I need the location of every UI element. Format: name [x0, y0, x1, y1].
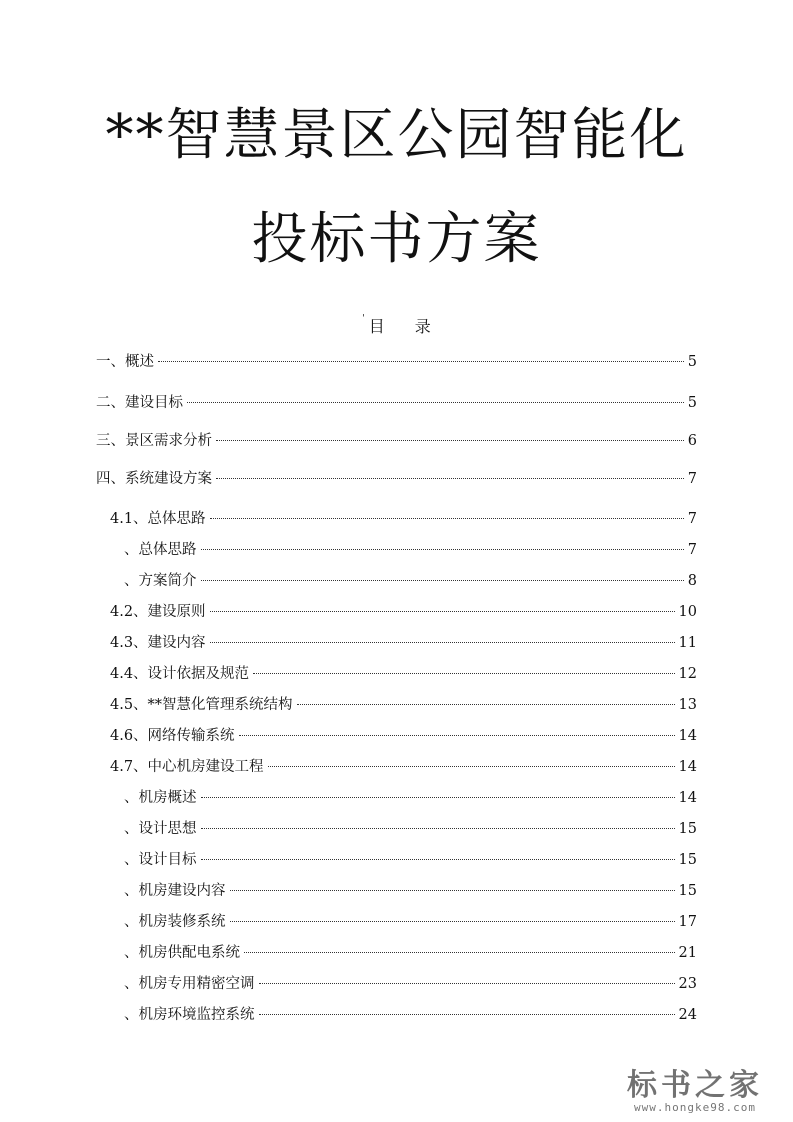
toc-leader-dots [216, 478, 684, 479]
toc-item[interactable] [124, 881, 697, 901]
toc-item-page: 7 [687, 471, 697, 487]
toc-item[interactable] [110, 664, 697, 684]
toc-heading-right: 录 [414, 317, 431, 336]
toc-item-label: 、机房建设内容 [124, 883, 226, 899]
toc-item[interactable] [110, 726, 697, 746]
toc-item-label: 、机房概述 [124, 790, 197, 806]
toc-leader-dots [216, 440, 684, 441]
toc-item-page: 24 [678, 1007, 697, 1023]
toc-item-page: 5 [687, 395, 697, 411]
toc-leader-dots [210, 642, 675, 643]
document-title-line2: 投标书方案 [251, 207, 542, 272]
toc-leader-dots [201, 859, 675, 860]
toc-item-page: 14 [678, 728, 697, 744]
toc-item-label: 、设计思想 [124, 821, 197, 837]
toc-item-label: 4.7、中心机房建设工程 [110, 759, 264, 775]
toc-item-label: 4.5、**智慧化管理系统结构 [110, 697, 293, 713]
toc-item-page: 12 [678, 666, 697, 682]
toc-item-page: 15 [678, 852, 697, 868]
toc-item[interactable] [110, 757, 697, 777]
toc-item-label: 、总体思路 [124, 542, 197, 558]
toc-item-page: 14 [678, 759, 697, 775]
toc-item[interactable] [96, 352, 697, 372]
toc-leader-dots [187, 402, 684, 403]
toc-item[interactable] [124, 1005, 697, 1025]
toc-item[interactable] [110, 602, 697, 622]
toc-item-label: 一、概述 [96, 354, 154, 370]
toc-leader-dots [230, 921, 675, 922]
toc-item-label: 、机房装修系统 [124, 914, 226, 930]
toc-item-page: 5 [687, 354, 697, 370]
toc-item[interactable] [110, 633, 697, 653]
toc-item-page: 13 [678, 697, 697, 713]
toc-item-label: 4.3、建设内容 [110, 635, 206, 651]
toc-item-page: 8 [687, 573, 697, 589]
toc-item[interactable] [124, 819, 697, 839]
toc-item[interactable] [124, 850, 697, 870]
toc-item[interactable] [96, 469, 697, 489]
toc-leader-dots [259, 983, 675, 984]
toc-item-label: 4.1、总体思路 [110, 511, 206, 527]
toc-item-label: 、机房环境监控系统 [124, 1007, 255, 1023]
toc-item-label: 4.2、建设原则 [110, 604, 206, 620]
toc-item-page: 23 [678, 976, 697, 992]
toc-item-page: 10 [678, 604, 697, 620]
watermark-url: www.hongke98.com [634, 1101, 756, 1114]
watermark-title: 标书之家 [627, 1067, 763, 1103]
toc-leader-dots [253, 673, 674, 674]
toc-item-page: 15 [678, 821, 697, 837]
toc-heading [0, 314, 793, 337]
toc-item-label: 、方案简介 [124, 573, 197, 589]
toc-item[interactable] [96, 431, 697, 451]
toc-item-page: 17 [678, 914, 697, 930]
toc-leader-dots [201, 797, 675, 798]
toc-item-page: 6 [687, 433, 697, 449]
toc-item[interactable] [124, 943, 697, 963]
toc-heading-left: 目 [368, 317, 385, 336]
toc-leader-dots [158, 361, 684, 362]
toc-leader-dots [244, 952, 675, 953]
toc-heading-mark: ' [362, 314, 365, 324]
toc-item[interactable] [124, 974, 697, 994]
toc-leader-dots [201, 580, 684, 581]
site-watermark [615, 1067, 775, 1115]
toc-item[interactable] [124, 912, 697, 932]
document-title-line1: **智慧景区公园智能化 [105, 103, 688, 168]
toc-item[interactable] [110, 695, 697, 715]
toc-leader-dots [210, 518, 684, 519]
toc-item-page: 7 [687, 511, 697, 527]
toc-item-label: 二、建设目标 [96, 395, 183, 411]
toc-item-page: 21 [678, 945, 697, 961]
toc-item[interactable] [124, 571, 697, 591]
toc-item-label: 三、景区需求分析 [96, 433, 212, 449]
toc-item[interactable] [124, 540, 697, 560]
toc-item-page: 15 [678, 883, 697, 899]
toc-item-label: 、机房供配电系统 [124, 945, 240, 961]
toc-leader-dots [239, 735, 675, 736]
toc-item-label: 、设计目标 [124, 852, 197, 868]
toc-leader-dots [268, 766, 675, 767]
toc-leader-dots [297, 704, 675, 705]
toc-item-page: 14 [678, 790, 697, 806]
toc-item-page: 11 [678, 635, 697, 651]
toc-item-label: 4.4、设计依据及规范 [110, 666, 250, 682]
toc-leader-dots [201, 549, 684, 550]
toc-item-label: 、机房专用精密空调 [124, 976, 255, 992]
toc-item[interactable] [96, 393, 697, 413]
toc-item[interactable] [110, 509, 697, 529]
toc-item-label: 4.6、网络传输系统 [110, 728, 235, 744]
toc-leader-dots [210, 611, 675, 612]
toc-leader-dots [201, 828, 675, 829]
toc-leader-dots [259, 1014, 675, 1015]
toc-item-page: 7 [687, 542, 697, 558]
toc-item[interactable] [124, 788, 697, 808]
toc-item-label: 四、系统建设方案 [96, 471, 212, 487]
toc-leader-dots [230, 890, 675, 891]
